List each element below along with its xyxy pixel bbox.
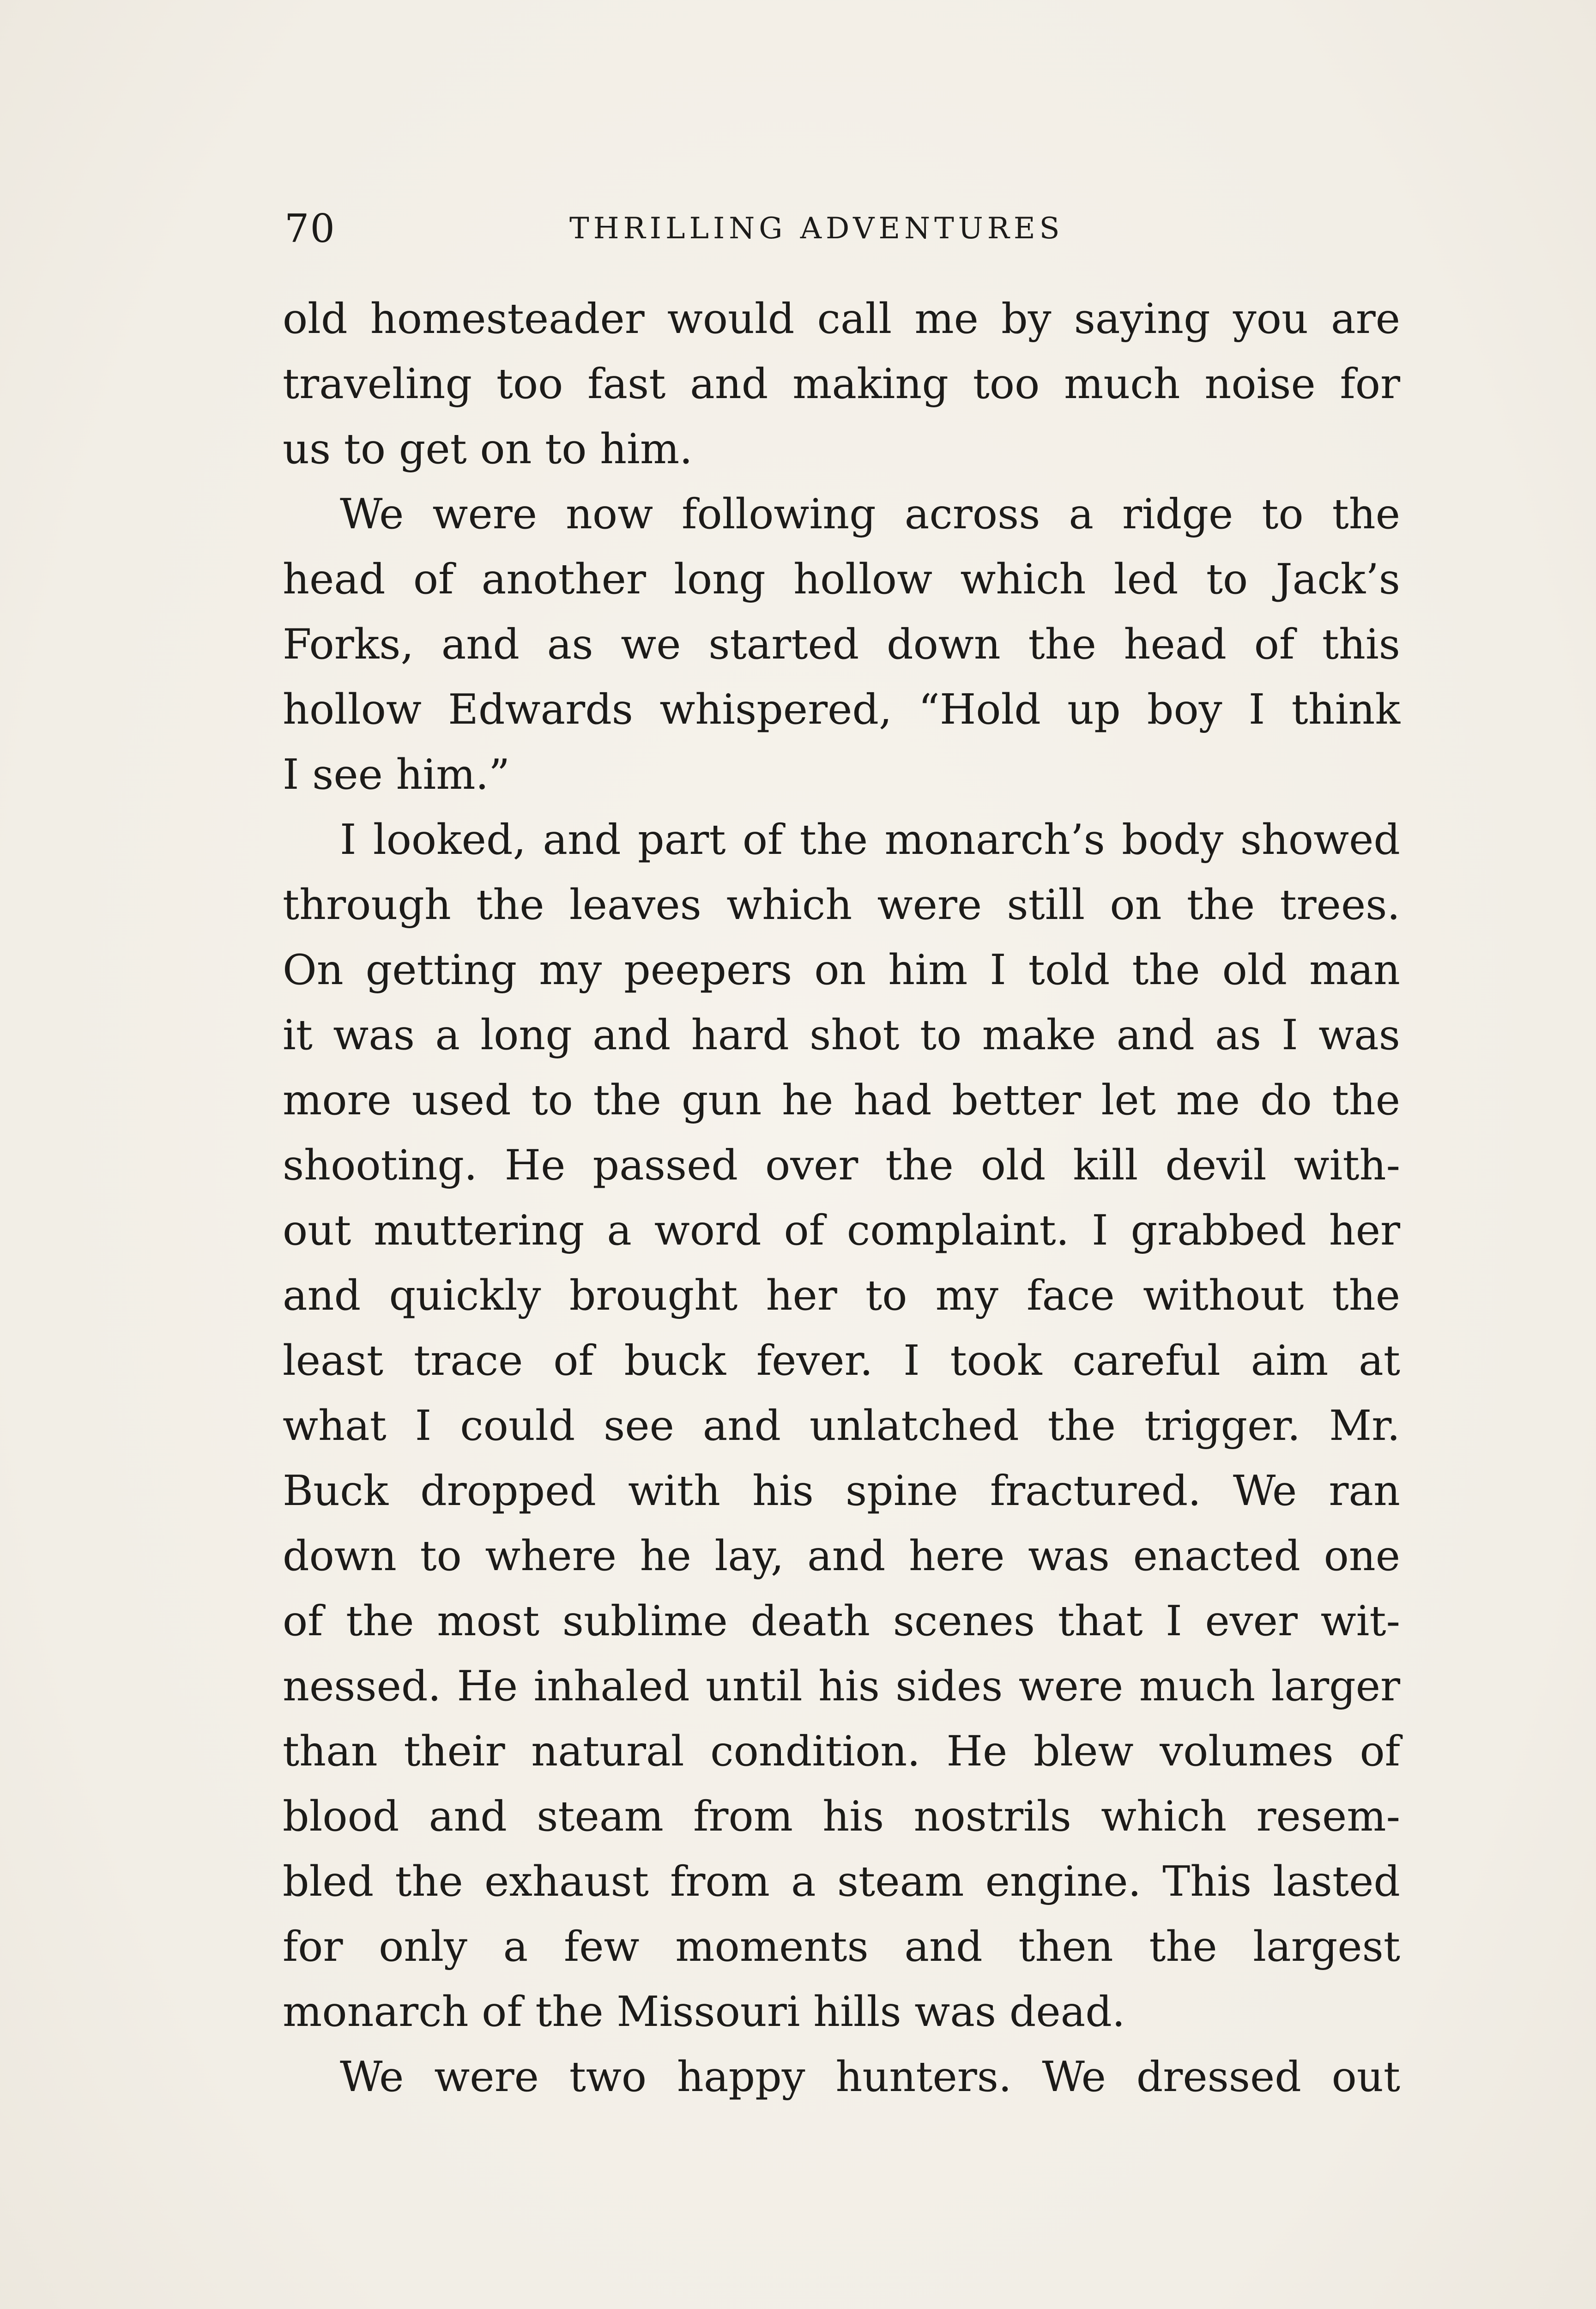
text-line: and quickly brought her to my face without the <box>283 1271 1400 1320</box>
text-line: On getting my peepers on him I told the old man <box>283 946 1400 994</box>
text-line: through the leaves which were still on the trees. <box>283 881 1400 929</box>
text-line: monarch of the Missouri hills was dead. <box>283 1988 1125 2036</box>
text-line: out muttering a word of complaint. I grabbed her <box>283 1206 1400 1255</box>
text-line: We were two happy hunters. We dressed out <box>340 2053 1400 2101</box>
text-line: what I could see and unlatched the trigger. Mr. <box>283 1402 1400 1450</box>
text-line: shooting. He passed over the old kill devil with- <box>283 1141 1400 1190</box>
text-line: hollow Edwards whispered, “Hold up boy I think <box>283 685 1400 734</box>
text-line: of the most sublime death scenes that I ever wit- <box>283 1597 1400 1645</box>
text-line: blood and steam from his nostrils which resem- <box>283 1792 1400 1841</box>
text-line: old homesteader would call me by saying you are <box>283 295 1400 343</box>
text-line: bled the exhaust from a steam engine. This lasted <box>283 1857 1400 1906</box>
text-line: for only a few moments and then the largest <box>283 1922 1400 1971</box>
text-line: it was a long and hard shot to make and as I was <box>283 1011 1400 1059</box>
text-line: us to get on to him. <box>283 425 693 473</box>
text-line: down to where he lay, and here was enacted one <box>283 1532 1400 1580</box>
text-line: traveling too fast and making too much noise for <box>283 360 1400 408</box>
text-line: We were now following across a ridge to the <box>340 490 1400 538</box>
page-number: 70 <box>284 206 336 251</box>
text-line: head of another long hollow which led to Jack’s <box>283 555 1400 604</box>
text-line: more used to the gun he had better let me do the <box>283 1076 1400 1124</box>
running-title: THRILLING ADVENTURES <box>569 212 1064 246</box>
text-line: than their natural condition. He blew volumes of <box>283 1727 1400 1776</box>
text-line: Buck dropped with his spine fractured. We ran <box>283 1467 1400 1515</box>
text-line: I see him.” <box>283 750 510 799</box>
text-line: Forks, and as we started down the head of this <box>283 620 1400 669</box>
text-line: least trace of buck fever. I took careful aim at <box>283 1336 1400 1385</box>
body-text <box>283 286 1400 2110</box>
text-line: I looked, and part of the monarch’s body showed <box>340 816 1400 864</box>
running-head <box>284 203 1397 254</box>
text-line: nessed. He inhaled until his sides were much larger <box>283 1662 1400 1711</box>
